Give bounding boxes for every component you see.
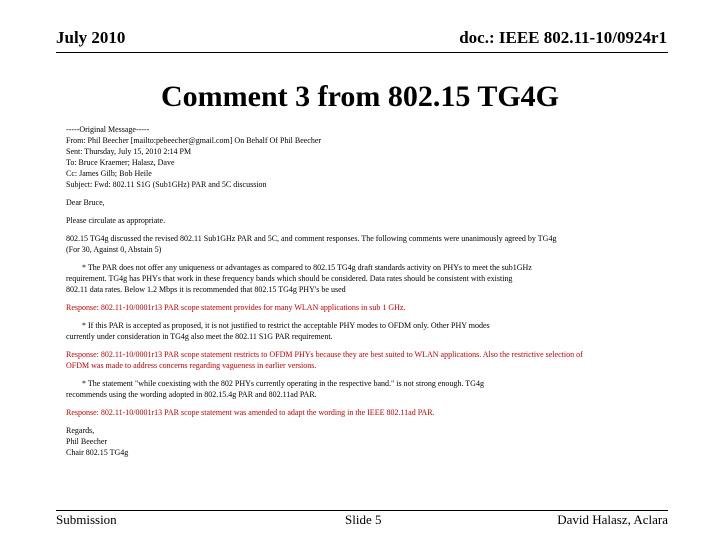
footer-slide-number: Slide 5 <box>345 512 382 527</box>
comment-line: 802.11 data rates. Below 1.2 Mbps it is recommended that 802.15 TG4g PHY's be used <box>66 285 346 294</box>
footer-author: David Halasz, Aclara <box>557 512 668 527</box>
intro-text: Please circulate as appropriate. <box>66 216 166 225</box>
comment-line: recommends using the wording adopted in 802.15.4g PAR and 802.11ad PAR. <box>66 390 317 399</box>
summary-line: (For 30, Against 0, Abstain 5) <box>66 245 162 254</box>
intro <box>66 215 681 226</box>
response-line: OFDM was made to address concerns regarding vagueness in earlier versions. <box>66 361 317 370</box>
summary <box>66 233 681 255</box>
response-line: Response: 802.11-10/0001r13 PAR scope statement restricts to OFDM PHYs because they are best suited to WLAN applications. Also the restrictive selection of <box>66 350 583 359</box>
comment-line: * If this PAR is accepted as proposed, it is not justified to restrict the acceptable PHY modes to OFDM only. Other PHY modes <box>82 321 490 330</box>
response-3 <box>66 407 681 418</box>
signature-line: Phil Beecher <box>66 437 108 446</box>
comment-line: * The statement "while coexisting with the 802 PHYs currently operating in the respective band." is not strong enough. TG4g <box>82 379 484 388</box>
email-header-line: Cc: James Gilb; Bob Heile <box>66 169 152 178</box>
comment-3 <box>66 378 681 400</box>
comment-1 <box>66 262 681 295</box>
header-rule <box>56 52 668 53</box>
comment-line: * The PAR does not offer any uniqueness or advantages as compared to 802.15 TG4g draft standards activity on PHYs to meet the sub1GHz <box>82 263 532 272</box>
footer-submission: Submission <box>56 512 117 527</box>
email-header-line: To: Bruce Kraemer; Halasz, Dave <box>66 158 175 167</box>
response-line: Response: 802.11-10/0001r13 PAR scope statement was amended to adapt the wording in the IEEE 802.11ad PAR. <box>66 408 435 417</box>
email-header-line: From: Phil Beecher [mailto:pebeecher@gmail.com] On Behalf Of Phil Beecher <box>66 136 322 145</box>
email-header-block <box>66 124 681 190</box>
response-line: Response: 802.11-10/0001r13 PAR scope statement provides for many WLAN applications in sub 1 GHz. <box>66 303 406 312</box>
comment-line: currently under consideration in TG4g also meet the 802.11 S1G PAR requirement. <box>66 332 333 341</box>
header-date: July 2010 <box>56 28 126 47</box>
email-header-line: Subject: Fwd: 802.11 S1G (Sub1GHz) PAR and 5C discussion <box>66 180 267 189</box>
header-doc-id: doc.: IEEE 802.11-10/0924r1 <box>459 28 667 47</box>
signature-line: Chair 802.15 TG4g <box>66 448 129 457</box>
response-1 <box>66 302 681 313</box>
comment-line: requirement. TG4g has PHYs that work in these frequency bands which should be considered. Data rates should be consistent with existing <box>66 274 513 283</box>
greeting-text: Dear Bruce, <box>66 198 105 207</box>
footer-rule <box>56 510 668 511</box>
summary-line: 802.15 TG4g discussed the revised 802.11 Sub1GHz PAR and 5C, and comment responses. The following comments were unanimously agreed by TG4g <box>66 234 557 243</box>
signature <box>66 425 681 458</box>
greeting <box>66 197 681 208</box>
slide-title: Comment 3 from 802.15 TG4G <box>160 80 560 113</box>
email-header-line: Sent: Thursday, July 15, 2010 2:14 PM <box>66 147 192 156</box>
signature-line: Regards, <box>66 426 95 435</box>
response-2 <box>66 349 681 371</box>
email-header-line: -----Original Message----- <box>66 125 150 134</box>
email-body <box>66 124 681 465</box>
comment-2 <box>66 320 681 342</box>
